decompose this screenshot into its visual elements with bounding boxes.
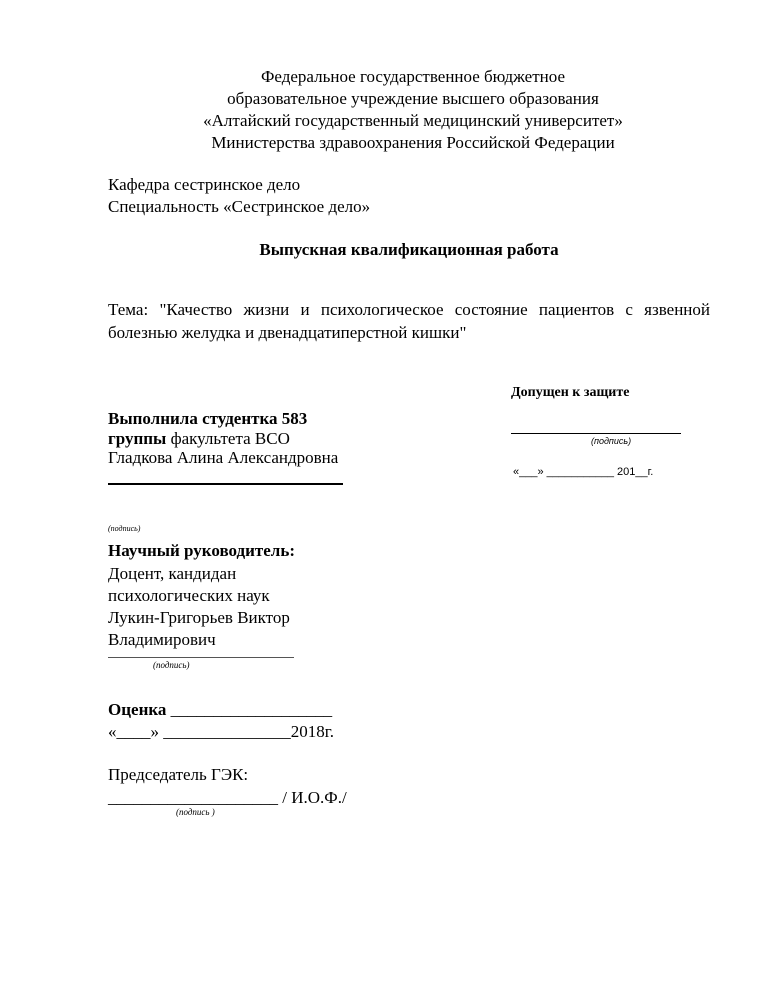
grade-underline: ___________________ [166,700,333,719]
supervisor-line-1: Доцент, кандидан [108,564,237,583]
admission-date-line: «___» ___________ 201__г. [513,466,654,478]
chairman-label: Председатель ГЭК: [108,765,249,784]
department-text: Кафедра сестринское дело [108,175,301,194]
specialty-text: Специальность «Сестринское дело» [108,197,371,216]
student-label: Выполнила студентка 583 [108,409,308,428]
supervisor-signature-caption: (подпись) [153,660,190,670]
admission-signature-line [511,433,681,434]
chairman-signature-line: ____________________ / И.О.Ф./ [108,788,347,807]
chairman-signature-caption: (подпись ) [176,807,215,817]
header-line-2: образовательное учреждение высшего образования [227,89,599,108]
student-name: Гладкова Алина Александровна [108,448,339,467]
student-signature-line [108,483,343,485]
grade-date-line: «____» _______________2018г. [108,722,335,741]
supervisor-line-3: Лукин-Григорьев Виктор [108,608,290,627]
grade-label: Оценка [108,700,167,719]
supervisor-line-2: психологических наук [108,586,270,605]
work-title: Выпускная квалификационная работа [259,240,559,259]
supervisor-line-4: Владимирович [108,630,216,649]
header-line-1: Федеральное государственное бюджетное [260,67,566,86]
university-header [100,66,726,154]
header-line-3: «Алтайский государственный медицинский университет» [203,111,623,130]
topic-text: Тема: "Качество жизни и психологическое состояние пациентов с язвенной болезнью желудка и двенадцатиперстной кишки" [108,300,710,342]
student-group-label: группы [108,429,167,448]
student-faculty: факультета ВСО [166,429,290,448]
admission-label: Допущен к защите [511,385,630,400]
grade-line [108,699,332,721]
supervisor-label: Научный руководитель: [108,541,295,560]
header-line-4: Министерства здравоохранения Российской Федерации [211,133,615,152]
supervisor-signature-line [108,657,294,658]
admission-signature-caption: (подпись) [591,436,632,446]
student-signature-caption: (подпись) [108,524,141,533]
